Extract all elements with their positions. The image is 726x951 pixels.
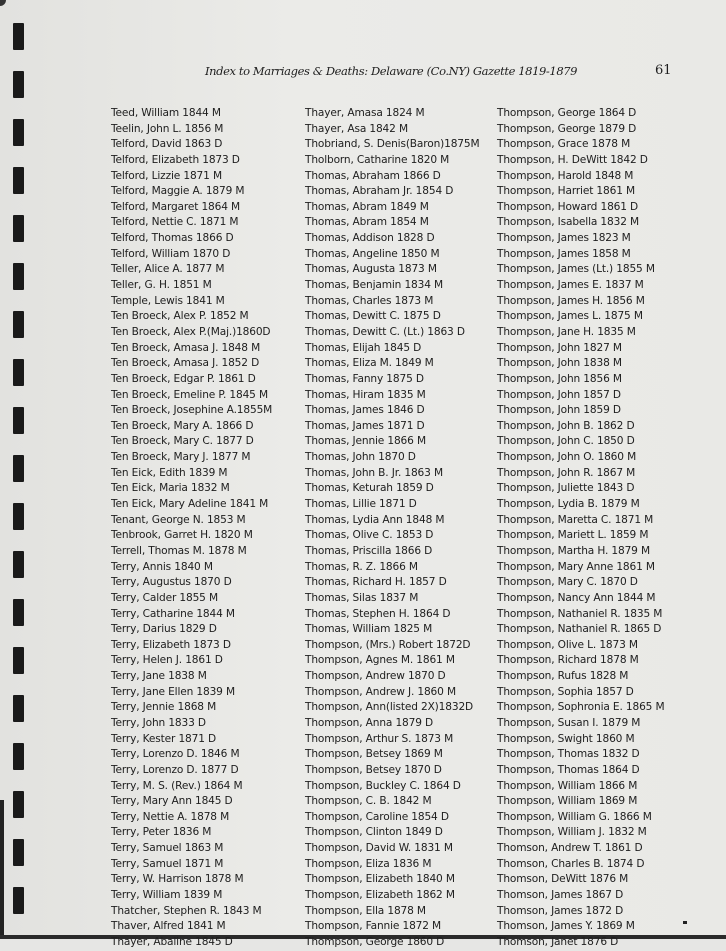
- index-entry: Thayer, Abaline 1845 D: [111, 935, 233, 948]
- index-entry: Thompson, William 1869 M: [497, 795, 638, 808]
- index-entry: Terry, Augustus 1870 D: [111, 576, 232, 589]
- index-entry: Thomas, Addison 1828 D: [305, 232, 435, 245]
- index-entry: Teller, Alice A. 1877 M: [111, 263, 225, 276]
- index-entry: Ten Eick, Edith 1839 M: [111, 466, 228, 479]
- index-entry: Thompson, Eliza 1836 M: [305, 857, 432, 870]
- index-entry: Terry, Jennie 1868 M: [111, 701, 217, 714]
- index-entry: Terry, Samuel 1871 M: [111, 857, 224, 870]
- index-entry: Thompson, John 1827 M: [497, 341, 622, 354]
- index-entry: Thompson, John B. 1862 D: [497, 419, 635, 432]
- index-entry: Tenant, George N. 1853 M: [111, 513, 246, 526]
- index-entry: Thomas, Jennie 1866 M: [305, 435, 426, 448]
- index-entry: Thompson, James 1823 M: [497, 232, 631, 245]
- index-entry: Thomas, Keturah 1859 D: [305, 482, 434, 495]
- index-entry: Thompson, Agnes M. 1861 M: [305, 654, 455, 667]
- binding-hole: [13, 311, 24, 338]
- index-entry: Thomson, James 1872 D: [497, 904, 624, 917]
- index-entry: Thompson, Mary C. 1870 D: [497, 576, 638, 589]
- index-entry: Thompson, Juliette 1843 D: [497, 482, 635, 495]
- index-entry: Thompson, Elizabeth 1862 M: [305, 889, 455, 902]
- page-number: 61: [655, 63, 672, 78]
- page-corner-shadow: [0, 0, 6, 6]
- index-entry: Thompson, George 1864 D: [497, 107, 637, 119]
- index-entry: Thomas, Priscilla 1866 D: [305, 544, 433, 557]
- index-entry: Terry, Jane Ellen 1839 M: [111, 685, 235, 698]
- index-entry: Terry, Darius 1829 D: [111, 623, 217, 636]
- index-entry: Thompson, Nathaniel R. 1835 M: [497, 607, 663, 620]
- index-entry: Thomas, William 1825 M: [305, 623, 433, 636]
- index-entry: Thompson, Thomas 1832 D: [497, 748, 640, 761]
- index-entry: Thompson, Howard 1861 D: [497, 200, 639, 213]
- index-entry: Thompson, John 1838 M: [497, 357, 622, 370]
- index-entry: Teller, G. H. 1851 M: [111, 279, 212, 292]
- page-edge-shadow-left: [0, 800, 4, 939]
- index-entry: Ten Broeck, Emeline P. 1845 M: [111, 388, 268, 401]
- index-entry: Telford, William 1870 D: [111, 247, 231, 260]
- index-entry: Thompson, John O. 1860 M: [497, 451, 637, 464]
- index-entry: Thompson, Arthur S. 1873 M: [305, 732, 454, 745]
- index-entry: Ten Broeck, Josephine A.1855M: [111, 404, 273, 417]
- index-entry: Ten Broeck, Alex P.(Maj.)1860D: [111, 325, 271, 338]
- index-entry: Ten Eick, Mary Adeline 1841 M: [111, 498, 269, 511]
- index-entry: Thomson, Janet 1876 D: [497, 935, 619, 948]
- index-entry: Terry, Samuel 1863 M: [111, 842, 224, 855]
- index-entry: Terry, Calder 1855 M: [111, 591, 218, 604]
- index-entry: Thomas, Angeline 1850 M: [305, 247, 440, 260]
- index-entry: Thompson, William G. 1866 M: [497, 810, 652, 823]
- index-entry: Thompson, John 1857 D: [497, 388, 621, 401]
- index-entry: Thompson, Betsey 1870 D: [305, 763, 442, 776]
- index-entry: Thompson, Harriet 1861 M: [497, 185, 635, 198]
- index-entry: Thompson, Sophronia E. 1865 M: [497, 701, 665, 714]
- index-entry: Thompson, Maretta C. 1871 M: [497, 513, 654, 526]
- index-entry: Telford, Thomas 1866 D: [111, 232, 234, 245]
- binding-hole: [13, 215, 24, 242]
- index-entry: Terry, Mary Ann 1845 D: [111, 795, 233, 808]
- index-entry: Thomas, Silas 1837 M: [305, 591, 419, 604]
- index-entry: Terry, Elizabeth 1873 D: [111, 638, 231, 651]
- index-entry: Thompson, Mary Anne 1861 M: [497, 560, 655, 573]
- index-entry: Ten Broeck, Edgar P. 1861 D: [111, 372, 256, 385]
- index-entry: Terry, M. S. (Rev.) 1864 M: [111, 779, 243, 792]
- index-entry: Thomas, Abraham Jr. 1854 D: [305, 185, 454, 198]
- index-column-2: [305, 106, 479, 951]
- index-entry: Thayer, Amasa 1824 M: [305, 107, 425, 119]
- index-entry: Thompson, John C. 1850 D: [497, 435, 635, 448]
- index-entry: Terry, Peter 1836 M: [111, 826, 212, 839]
- binding-hole: [13, 551, 24, 578]
- index-entry: Ten Broeck, Amasa J. 1848 M: [111, 341, 261, 354]
- index-entry: Thompson, Andrew 1870 D: [305, 670, 446, 683]
- binding-hole: [13, 503, 24, 530]
- index-entry: Thomas, Eliza M. 1849 M: [305, 357, 434, 370]
- index-entry: Thomson, Andrew T. 1861 D: [497, 842, 643, 855]
- index-entry: Thomas, Richard H. 1857 D: [305, 576, 447, 589]
- index-entry: Thomas, James 1871 D: [305, 419, 425, 432]
- index-entry: Teed, William 1844 M: [111, 107, 221, 119]
- index-entry: Thayer, Asa 1842 M: [305, 122, 408, 135]
- index-entry: Telford, Elizabeth 1873 D: [111, 153, 240, 166]
- index-entry: Thomson, DeWitt 1876 M: [497, 873, 629, 886]
- binding-hole: [13, 359, 24, 386]
- index-entry: Tholborn, Catharine 1820 M: [305, 153, 450, 166]
- index-entry: Ten Eick, Maria 1832 M: [111, 482, 230, 495]
- index-entry: Ten Broeck, Mary A. 1866 D: [111, 419, 254, 432]
- binding-hole: [13, 887, 24, 914]
- index-entry: Thompson, Rufus 1828 M: [497, 670, 629, 683]
- index-entry: Thompson, H. DeWitt 1842 D: [497, 153, 648, 166]
- index-entry: Thompson, Isabella 1832 M: [497, 216, 640, 229]
- index-entry: Ten Broeck, Alex P. 1852 M: [111, 310, 249, 323]
- binding-hole: [13, 647, 24, 674]
- index-entry: Thompson, Jane H. 1835 M: [497, 325, 636, 338]
- binding-hole: [13, 839, 24, 866]
- index-entry: Thompson, Fannie 1872 M: [305, 920, 442, 933]
- index-entry: Telford, Maggie A. 1879 M: [111, 185, 245, 198]
- index-entry: Thompson, Betsey 1869 M: [305, 748, 443, 761]
- index-entry: Thompson, William J. 1832 M: [497, 826, 647, 839]
- index-entry: Terrell, Thomas M. 1878 M: [111, 544, 247, 557]
- binding-hole: [13, 167, 24, 194]
- index-entry: Thomas, Olive C. 1853 D: [305, 529, 434, 542]
- index-entry: Thompson, Olive L. 1873 M: [497, 638, 638, 651]
- index-entry: Thomas, R. Z. 1866 M: [305, 560, 418, 573]
- index-entry: Terry, William 1839 M: [111, 889, 223, 902]
- index-entry: Ten Broeck, Mary J. 1877 M: [111, 451, 251, 464]
- index-entry: Thompson, (Mrs.) Robert 1872D: [305, 638, 471, 651]
- index-entry: Thompson, Lydia B. 1879 M: [497, 498, 640, 511]
- index-entry: Thompson, Anna 1879 D: [305, 716, 434, 729]
- index-entry: Thompson, Sophia 1857 D: [497, 685, 634, 698]
- index-entry: Thomas, John B. Jr. 1863 M: [305, 466, 443, 479]
- index-entry: Telford, Lizzie 1871 M: [111, 169, 222, 182]
- index-entry: Terry, Jane 1838 M: [111, 670, 207, 683]
- index-entry: Thobriand, S. Denis(Baron)1875M: [305, 138, 480, 151]
- index-entry: Terry, Lorenzo D. 1846 M: [111, 748, 240, 761]
- index-entry: Temple, Lewis 1841 M: [111, 294, 225, 307]
- index-entry: Thompson, Ann(listed 2X)1832D: [305, 701, 474, 714]
- index-entry: Thompson, Swight 1860 M: [497, 732, 635, 745]
- index-entry: Thomson, James 1867 D: [497, 889, 624, 902]
- binding-hole: [13, 119, 24, 146]
- binding-hole: [13, 695, 24, 722]
- index-entry: Terry, Annis 1840 M: [111, 560, 213, 573]
- index-entry: Ten Broeck, Mary C. 1877 D: [111, 435, 254, 448]
- index-entry: Thompson, Clinton 1849 D: [305, 826, 443, 839]
- index-entry: Terry, Lorenzo D. 1877 D: [111, 763, 239, 776]
- index-entry: Thomas, James 1846 D: [305, 404, 425, 417]
- index-entry: Thomas, Abram 1854 M: [305, 216, 429, 229]
- index-entry: Telford, David 1863 D: [111, 138, 223, 151]
- index-entry: Thompson, David W. 1831 M: [305, 842, 453, 855]
- index-entry: Thompson, John R. 1867 M: [497, 466, 636, 479]
- index-entry: Thaver, Alfred 1841 M: [111, 920, 226, 933]
- index-entry: Thomas, Abram 1849 M: [305, 200, 429, 213]
- index-entry: Thompson, Harold 1848 M: [497, 169, 634, 182]
- index-entry: Thomson, James Y. 1869 M: [497, 920, 635, 933]
- index-entry: Thompson, James 1858 M: [497, 247, 631, 260]
- index-entry: Thompson, Nancy Ann 1844 M: [497, 591, 656, 604]
- index-entry: Thompson, Andrew J. 1860 M: [305, 685, 456, 698]
- binding-hole: [13, 599, 24, 626]
- index-entry: Thompson, James E. 1837 M: [497, 279, 644, 292]
- binding-hole: [13, 407, 24, 434]
- index-entry: Thomas, Charles 1873 M: [305, 294, 434, 307]
- index-entry: Terry, Nettie A. 1878 M: [111, 810, 230, 823]
- index-column-1: [111, 106, 272, 951]
- index-entry: Terry, W. Harrison 1878 M: [111, 873, 244, 886]
- index-entry: Thomas, Stephen H. 1864 D: [305, 607, 451, 620]
- binding-hole: [13, 263, 24, 290]
- index-entry: Thompson, Thomas 1864 D: [497, 763, 640, 776]
- index-entry: Thompson, Mariett L. 1859 M: [497, 529, 649, 542]
- index-entry: Thompson, William 1866 M: [497, 779, 638, 792]
- index-entry: Thompson, George 1860 D: [305, 935, 445, 948]
- index-entry: Thompson, Grace 1878 M: [497, 138, 631, 151]
- index-entry: Thompson, James (Lt.) 1855 M: [497, 263, 655, 276]
- index-entry: Thomas, Hiram 1835 M: [305, 388, 426, 401]
- index-entry: Tenbrook, Garret H. 1820 M: [111, 529, 253, 542]
- index-entry: Thomas, Lydia Ann 1848 M: [305, 513, 445, 526]
- index-entry: Terry, Helen J. 1861 D: [111, 654, 223, 667]
- index-entry: Thomas, Fanny 1875 D: [305, 372, 424, 385]
- index-entry: Thomson, Charles B. 1874 D: [497, 857, 645, 870]
- index-entry: Terry, Catharine 1844 M: [111, 607, 235, 620]
- index-entry: Thomas, Dewitt C. 1875 D: [305, 310, 441, 323]
- index-entry: Thatcher, Stephen R. 1843 M: [111, 904, 262, 917]
- index-entry: Thompson, Nathaniel R. 1865 D: [497, 623, 662, 636]
- page-header-title: Index to Marriages & Deaths: Delaware (Co.NY) Gazette 1819-1879: [205, 64, 578, 78]
- index-entry: Thompson, Caroline 1854 D: [305, 810, 449, 823]
- index-column-3: [497, 106, 664, 951]
- index-entry: Thompson, John 1859 D: [497, 404, 621, 417]
- index-entry: Ten Broeck, Amasa J. 1852 D: [111, 357, 260, 370]
- index-entry: Thompson, Martha H. 1879 M: [497, 544, 650, 557]
- binding-hole: [13, 71, 24, 98]
- index-entry: Thompson, Ella 1878 M: [305, 904, 426, 917]
- binding-hole: [13, 791, 24, 818]
- index-entry: Telford, Nettie C. 1871 M: [111, 216, 239, 229]
- index-entry: Thompson, Elizabeth 1840 M: [305, 873, 455, 886]
- index-entry: Thompson, Susan I. 1879 M: [497, 716, 641, 729]
- index-entry: Terry, Kester 1871 D: [111, 732, 217, 745]
- binding-hole: [13, 743, 24, 770]
- binding-hole: [13, 23, 24, 50]
- binding-hole: [13, 455, 24, 482]
- index-entry: Telford, Margaret 1864 M: [111, 200, 241, 213]
- index-entry: Teelin, John L. 1856 M: [111, 122, 224, 135]
- index-entry: Terry, John 1833 D: [111, 716, 206, 729]
- index-entry: Thompson, Buckley C. 1864 D: [305, 779, 461, 792]
- index-entry: Thompson, George 1879 D: [497, 122, 637, 135]
- index-entry: Thompson, James H. 1856 M: [497, 294, 645, 307]
- index-entry: Thomas, Abraham 1866 D: [305, 169, 441, 182]
- index-entry: Thomas, Augusta 1873 M: [305, 263, 437, 276]
- index-entry: Thomas, Elijah 1845 D: [305, 341, 422, 354]
- scan-speck: [683, 921, 687, 924]
- index-entry: Thomas, Lillie 1871 D: [305, 498, 417, 511]
- index-entry: Thompson, John 1856 M: [497, 372, 622, 385]
- binding-holes: [13, 23, 24, 935]
- index-entry: Thompson, James L. 1875 M: [497, 310, 643, 323]
- index-entry: Thomas, John 1870 D: [305, 451, 416, 464]
- index-entry: Thomas, Dewitt C. (Lt.) 1863 D: [305, 325, 465, 338]
- index-entry: Thompson, C. B. 1842 M: [305, 795, 432, 808]
- index-entry: Thompson, Richard 1878 M: [497, 654, 639, 667]
- index-entry: Thomas, Benjamin 1834 M: [305, 279, 444, 292]
